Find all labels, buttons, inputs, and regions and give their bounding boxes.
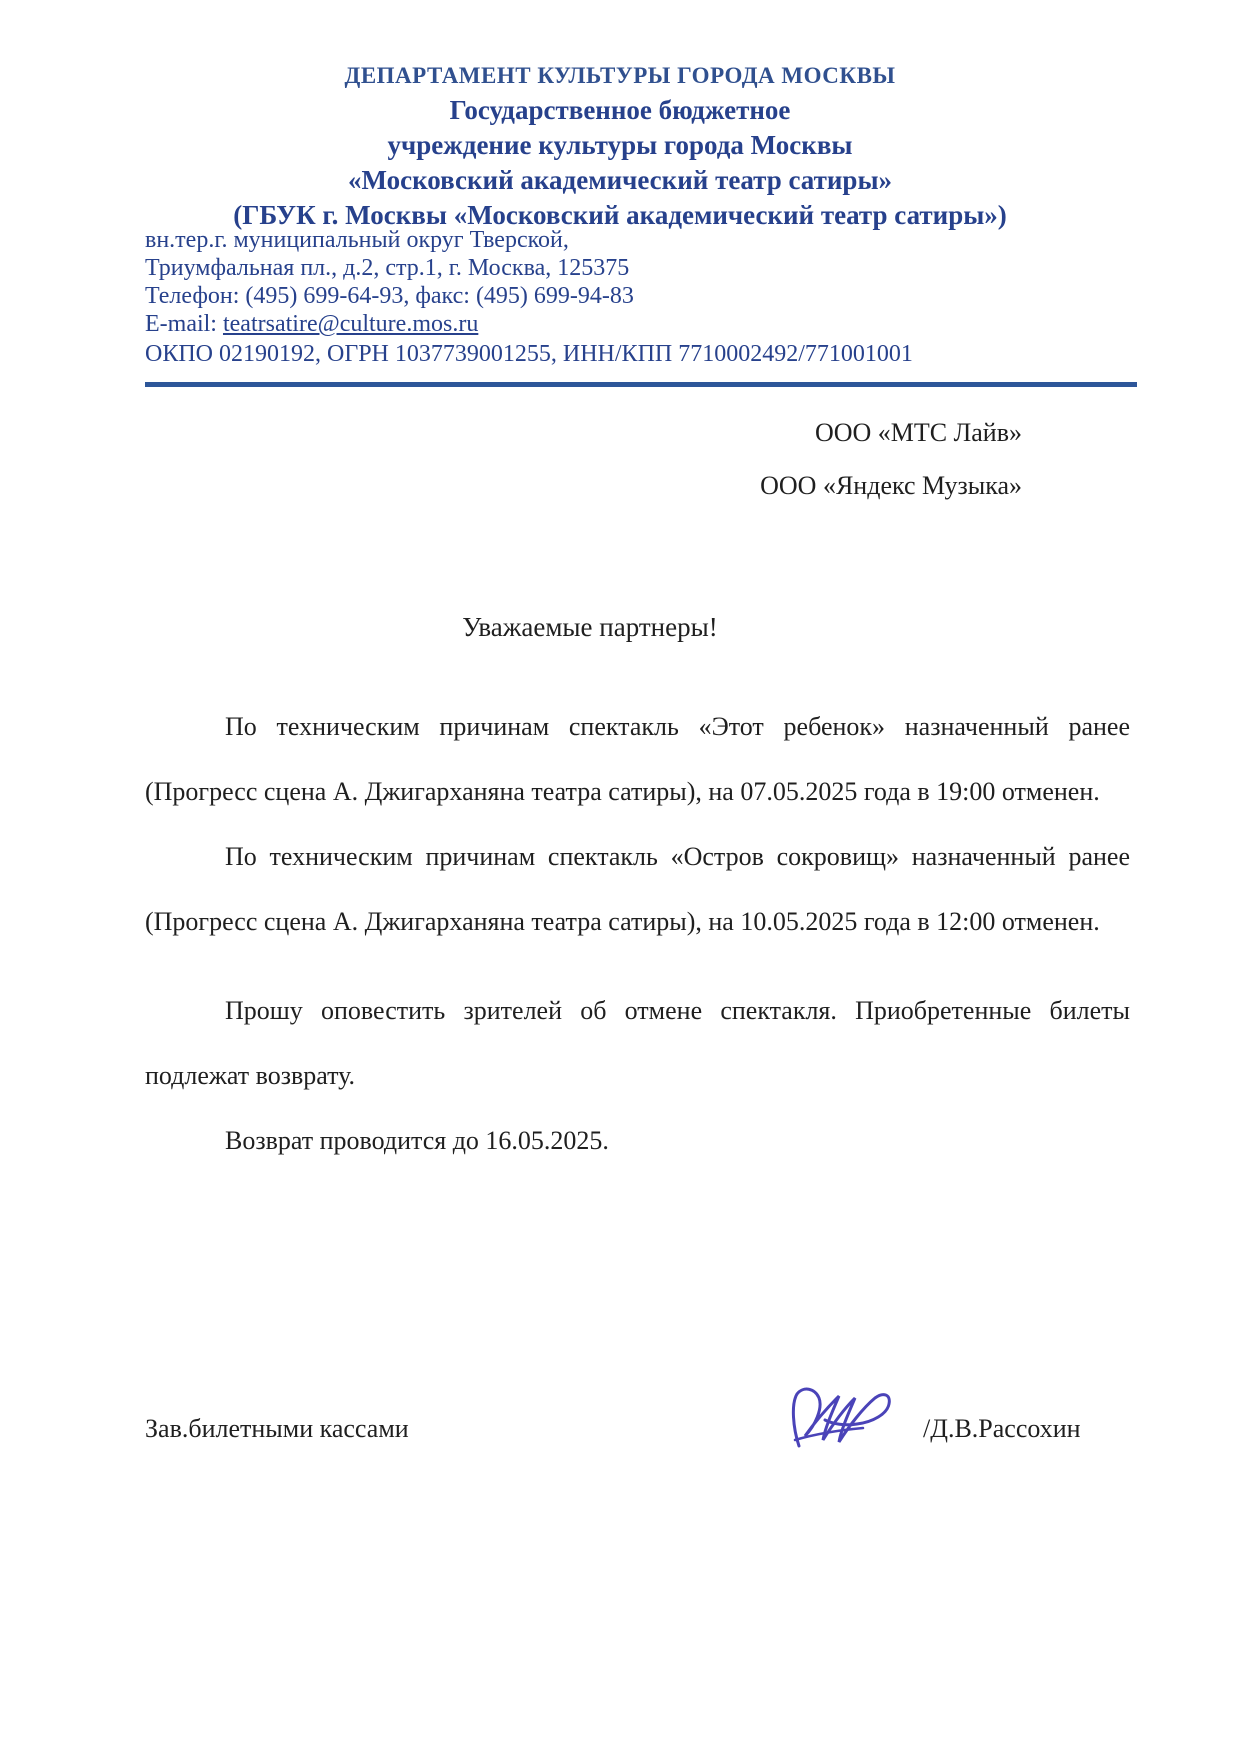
recipients-block: [760, 406, 1022, 512]
org-name-line-1: Государственное бюджетное: [449, 95, 791, 125]
salutation: Уважаемые партнеры!: [462, 612, 718, 642]
body-paragraph-3: Прошу оповестить зрителей об отмене спектакля. Приобретенные билеты подлежат возврату.: [145, 996, 1130, 1090]
email-label: E-mail:: [145, 311, 223, 337]
org-name-line-2: учреждение культуры города Москвы: [387, 130, 853, 160]
letterhead-divider-rule: [145, 382, 1137, 387]
org-name-line-4: (ГБУК г. Москвы «Московский академический театр сатиры»): [233, 200, 1007, 230]
phone-line: Телефон: (495) 699-64-93, факс: (495) 699-94-83: [145, 283, 634, 309]
signer-position-title: Зав.билетными кассами: [145, 1414, 409, 1443]
email-address-link[interactable]: teatrsatire@culture.mos.ru: [222, 311, 479, 337]
body-paragraph-4: Возврат проводится до 16.05.2025.: [225, 1126, 609, 1155]
handwritten-signature: [785, 1378, 915, 1458]
signer-name: /Д.В.Рассохин: [923, 1414, 1081, 1443]
letterhead: [0, 58, 1240, 233]
recipient-1: ООО «МТС Лайв»: [814, 418, 1022, 447]
registry-line: ОКПО 02190192, ОГРН 1037739001255, ИНН/КПП 7710002492/771001001: [145, 341, 913, 367]
body-paragraph-2: По техническим причинам спектакль «Остров сокровищ» назначенный ранее (Прогресс сцена А. Джигарханяна театра сатиры), на 10.05.2025 года в 12:00 отменен.: [145, 842, 1130, 936]
letter-body: [145, 694, 1130, 1173]
org-name-line-3: «Московский академический театр сатиры»: [347, 165, 893, 195]
department-title: ДЕПАРТАМЕНТ КУЛЬТУРЫ ГОРОДА МОСКВЫ: [344, 63, 896, 88]
address-line-2: Триумфальная пл., д.2, стр.1, г. Москва, 125375: [145, 255, 630, 281]
email-line: [145, 310, 913, 338]
contact-block: [145, 226, 913, 368]
body-paragraph-1: По техническим причинам спектакль «Этот ребенок» назначенный ранее (Прогресс сцена А. Джигарханяна театра сатиры), на 07.05.2025 года в 19:00 отменен.: [145, 712, 1130, 806]
signature-row: [145, 1378, 1120, 1468]
recipient-2: ООО «Яндекс Музыка»: [760, 471, 1022, 500]
address-line-1: вн.тер.г. муниципальный округ Тверской,: [145, 227, 569, 253]
